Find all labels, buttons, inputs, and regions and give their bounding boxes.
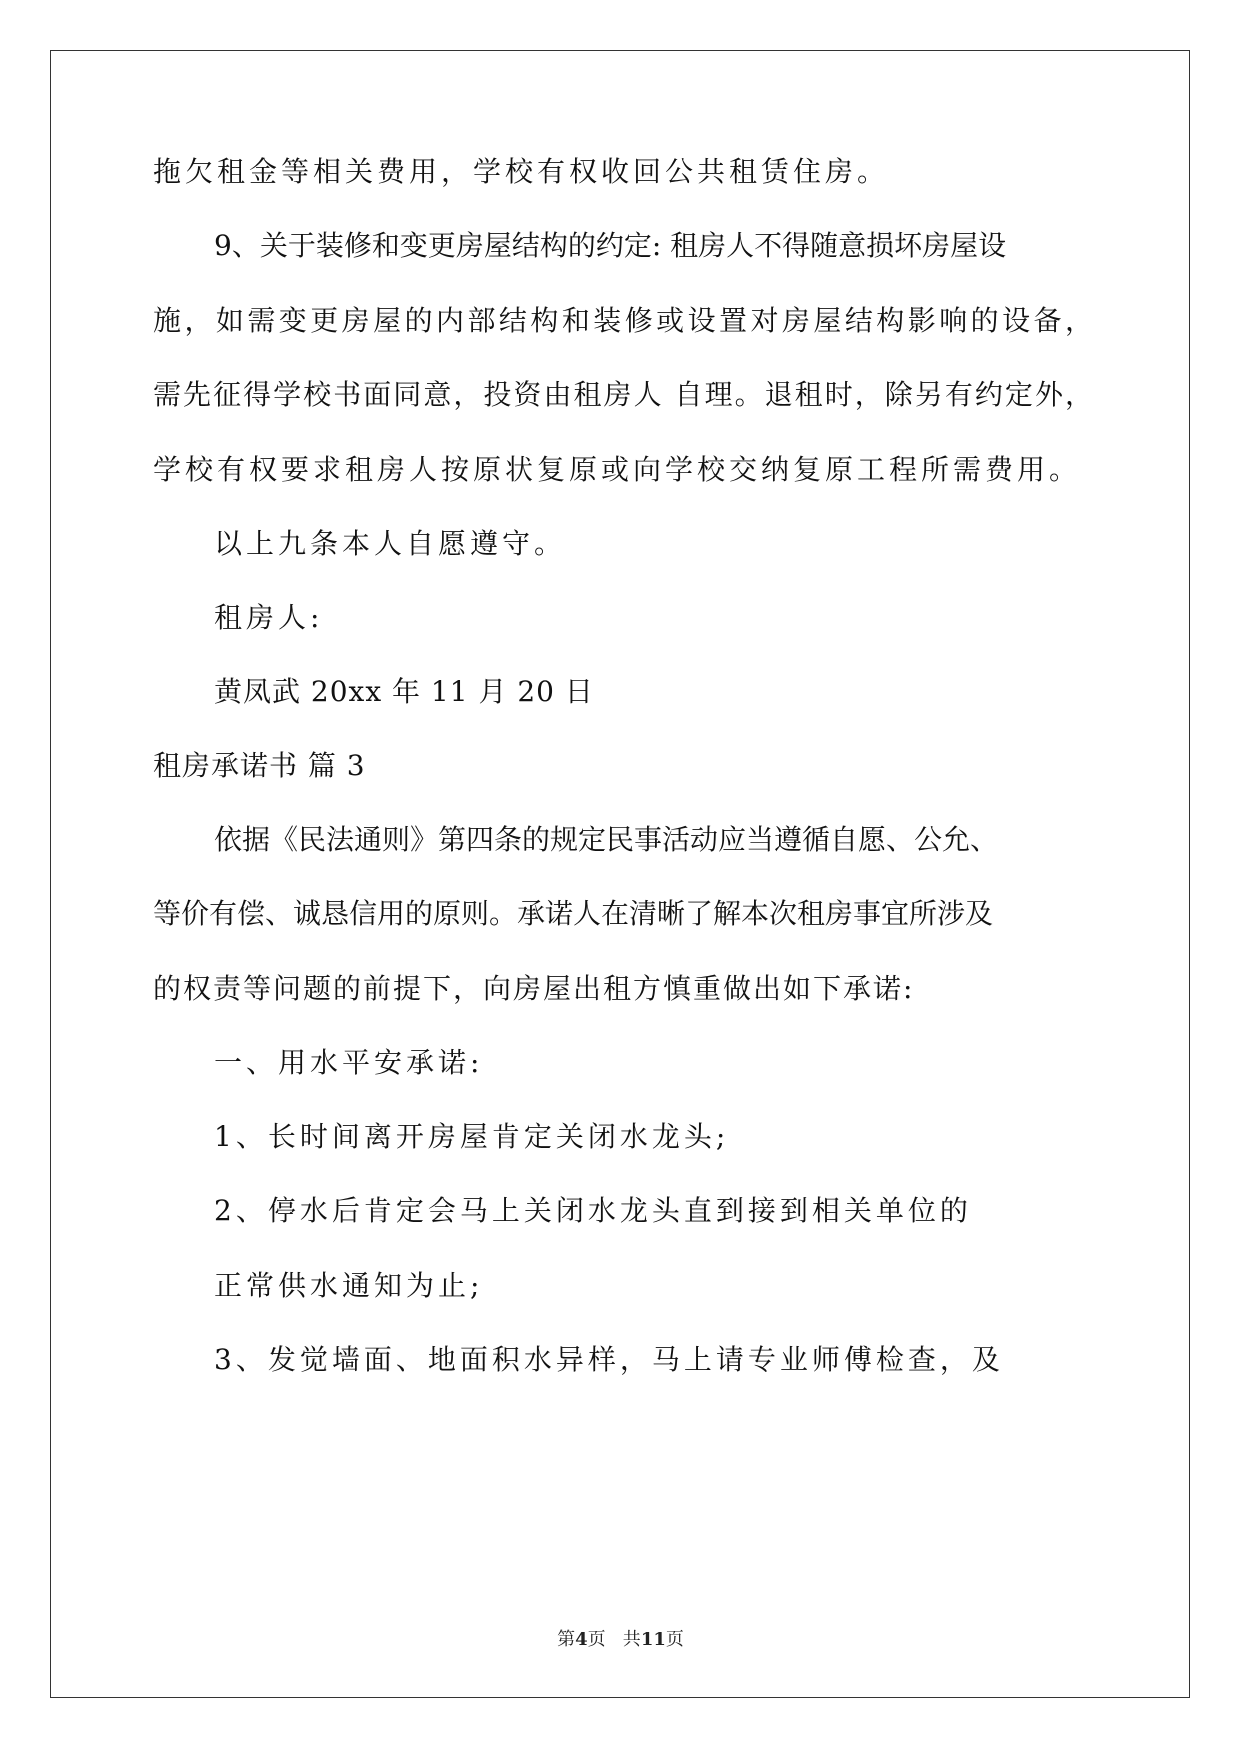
body-line-1: 拖欠租金等相关费用，学校有权收回公共租赁住房。 [153,155,890,188]
footer-suffix: 页 [665,1629,684,1650]
water-item-2-line-2: 正常供水通知为止; [214,1269,484,1302]
water-item-1: 1、长时间离开房屋肯定关闭水龙头; [214,1120,730,1153]
intro-line-1: 依据《民法通则》第四条的规定民事活动应当遵循自愿、公允、 [214,823,999,856]
footer-middle: 页 共 [587,1629,641,1650]
clause-9-line-3: 需先征得学校书面同意，投资由租房人 自理。退租时，除另有约定外， [153,378,1093,411]
clause-9-line-1: 9、关于装修和变更房屋结构的约定: 租房人不得随意损坏房屋设 [214,229,1007,262]
self-commit-line: 以上九条本人自愿遵守。 [214,527,567,560]
footer-total-pages: 11 [640,1629,666,1650]
page-frame [50,50,1190,1698]
footer-prefix: 第 [557,1629,576,1650]
clause-9-line-2: 施，如需变更房屋的内部结构和装修或设置对房屋结构影响的设备， [153,304,1093,337]
water-safety-heading: 一、用水平安承诺: [214,1046,484,1079]
signature-date: 黄凤武 20xx 年 11 月 20 日 [214,675,594,708]
section-heading: 租房承诺书 篇 3 [153,749,366,782]
intro-line-3: 的权责等问题的前提下，向房屋出租方慎重做出如下承诺: [153,972,915,1005]
intro-line-2: 等价有偿、诚恳信用的原则。承诺人在清晰了解本次租房事宜所涉及 [153,897,994,930]
water-item-3-line-1: 3、发觉墙面、地面积水异样，马上请专业师傅检查，及 [214,1343,1004,1376]
tenant-label: 租房人: [214,601,324,634]
footer-current-page: 4 [575,1629,588,1650]
clause-9-line-4: 学校有权要求租房人按原状复原或向学校交纳复原工程所需费用。 [153,453,1082,486]
water-item-2-line-1: 2、停水后肯定会马上关闭水龙头直到接到相关单位的 [214,1194,972,1227]
page-footer [0,1628,1241,1652]
